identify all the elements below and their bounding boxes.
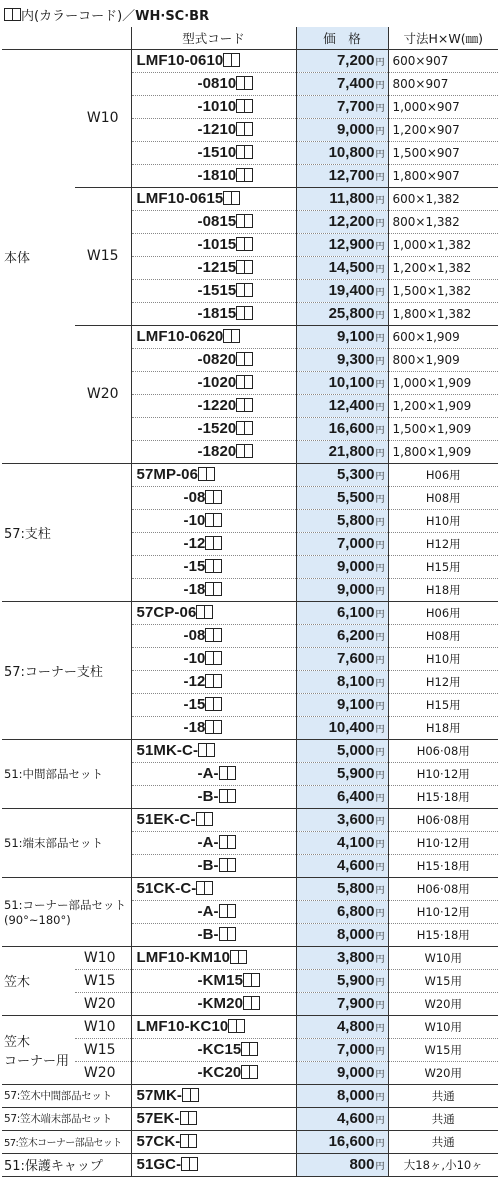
sub-label-w15: W15 <box>75 1038 131 1061</box>
dimension-cell: 1,000×1,909 <box>388 371 498 394</box>
color-code-placeholder-icon <box>236 167 253 184</box>
price-cell: 8,000円 <box>296 923 388 946</box>
sub-label-w20: W20 <box>75 1061 131 1084</box>
color-code-placeholder-icon <box>236 236 253 253</box>
dimension-cell: H15·18用 <box>388 854 498 877</box>
price-cell: 7,000円 <box>296 1038 388 1061</box>
table-row <box>2 1038 498 1061</box>
dimension-cell: H12用 <box>388 670 498 693</box>
color-code-placeholder-icon <box>205 535 222 552</box>
color-code-placeholder-icon <box>236 259 253 276</box>
color-code-placeholder-icon <box>236 98 253 115</box>
color-code-placeholder-icon <box>205 719 222 736</box>
group-label-kasagi: 笠木 <box>2 946 75 1015</box>
model-code-cell: LMF10-KC10 <box>131 1015 296 1038</box>
model-code-cell: -1515 <box>131 279 296 302</box>
model-code-cell: -1010 <box>131 95 296 118</box>
table-row <box>2 463 498 486</box>
color-code-placeholder-icon <box>236 305 253 322</box>
price-cell: 6,800円 <box>296 900 388 923</box>
sub-label-w10: W10 <box>75 946 131 969</box>
price-cell: 5,900円 <box>296 969 388 992</box>
table-row <box>2 992 498 1015</box>
dimension-cell: 大18ヶ,小10ヶ <box>388 1153 498 1176</box>
price-cell: 9,300円 <box>296 348 388 371</box>
sub-label-w20: W20 <box>75 325 131 463</box>
price-cell: 5,800円 <box>296 509 388 532</box>
model-code-cell: -10 <box>131 647 296 670</box>
sub-label-w15: W15 <box>75 187 131 325</box>
dimension-cell: 1,000×907 <box>388 95 498 118</box>
model-code-cell: -12 <box>131 670 296 693</box>
color-code-placeholder-icon <box>236 144 253 161</box>
table-caption <box>0 0 500 27</box>
color-code-placeholder-icon <box>243 995 260 1012</box>
table-row <box>2 1153 498 1176</box>
price-cell: 5,900円 <box>296 762 388 785</box>
price-cell: 9,100円 <box>296 325 388 348</box>
dimension-cell: 600×1,382 <box>388 187 498 210</box>
color-code-placeholder-icon <box>236 75 253 92</box>
color-code-placeholder-icon <box>198 742 215 759</box>
dimension-cell: H15·18用 <box>388 785 498 808</box>
price-cell: 6,100円 <box>296 601 388 624</box>
model-code-cell: -1810 <box>131 164 296 187</box>
price-cell: 21,800円 <box>296 440 388 463</box>
price-cell: 10,400円 <box>296 716 388 739</box>
model-code-cell: -B- <box>131 923 296 946</box>
model-code-cell: -18 <box>131 716 296 739</box>
table-row <box>2 1061 498 1084</box>
sub-label-w10: W10 <box>75 49 131 187</box>
color-code-placeholder-icon <box>236 282 253 299</box>
dimension-cell: 600×1,909 <box>388 325 498 348</box>
model-code-cell: -B- <box>131 854 296 877</box>
table-row <box>2 1015 498 1038</box>
model-code-cell: -0820 <box>131 348 296 371</box>
model-code-cell: 57MK- <box>131 1084 296 1107</box>
color-code-placeholder-icon <box>236 397 253 414</box>
price-cell: 25,800円 <box>296 302 388 325</box>
price-cell: 12,700円 <box>296 164 388 187</box>
color-code-placeholder-icon <box>198 466 215 483</box>
dimension-cell: H10用 <box>388 509 498 532</box>
color-code-placeholder-icon <box>230 949 247 966</box>
color-code-placeholder-icon <box>219 834 236 851</box>
model-code-cell: -A- <box>131 831 296 854</box>
group-label-kasagi-end: 57:笠木端末部品セット <box>2 1107 131 1130</box>
price-cell: 14,500円 <box>296 256 388 279</box>
price-cell: 8,100円 <box>296 670 388 693</box>
dimension-cell: 1,800×1,909 <box>388 440 498 463</box>
dimension-cell: H10·12用 <box>388 900 498 923</box>
model-code-cell: -0810 <box>131 72 296 95</box>
dimension-cell: 800×1,382 <box>388 210 498 233</box>
sub-label-w20: W20 <box>75 992 131 1015</box>
color-code-placeholder-icon <box>205 673 222 690</box>
color-code-placeholder-icon <box>241 1064 258 1081</box>
price-cell: 5,800円 <box>296 877 388 900</box>
price-cell: 7,600円 <box>296 647 388 670</box>
model-code-cell: 57MP-06 <box>131 463 296 486</box>
model-code-cell: -1510 <box>131 141 296 164</box>
color-code-placeholder-icon <box>182 1087 199 1104</box>
group-label-main: 本体 <box>2 49 75 463</box>
color-code-placeholder-icon <box>196 811 213 828</box>
group-label-kasagi-mid: 57:笠木中間部品セット <box>2 1084 131 1107</box>
price-cell: 5,000円 <box>296 739 388 762</box>
model-code-cell: 57CP-06 <box>131 601 296 624</box>
dimension-cell: W15用 <box>388 969 498 992</box>
price-cell: 4,100円 <box>296 831 388 854</box>
dimension-cell: H12用 <box>388 532 498 555</box>
table-row <box>2 877 498 900</box>
dimension-cell: W10用 <box>388 946 498 969</box>
dimension-cell: 共通 <box>388 1130 498 1153</box>
dimension-cell: 1,200×907 <box>388 118 498 141</box>
table-row <box>2 739 498 762</box>
price-cell: 7,900円 <box>296 992 388 1015</box>
model-code-cell: -18 <box>131 578 296 601</box>
model-code-cell: -10 <box>131 509 296 532</box>
dimension-cell: H15·18用 <box>388 923 498 946</box>
price-cell: 9,100円 <box>296 693 388 716</box>
price-cell: 9,000円 <box>296 555 388 578</box>
model-code-cell: -B- <box>131 785 296 808</box>
dimension-cell: 1,000×1,382 <box>388 233 498 256</box>
color-code-placeholder-icon <box>205 489 222 506</box>
color-code-placeholder-icon <box>236 374 253 391</box>
model-code-cell: 51CK-C- <box>131 877 296 900</box>
color-code-placeholder-icon <box>205 558 222 575</box>
price-cell: 16,600円 <box>296 417 388 440</box>
model-code-cell: 51EK-C- <box>131 808 296 831</box>
dimension-cell: W15用 <box>388 1038 498 1061</box>
color-code-placeholder-icon <box>241 1041 258 1058</box>
table-row <box>2 601 498 624</box>
price-cell: 10,800円 <box>296 141 388 164</box>
group-label-mid-set: 51:中間部品セット <box>2 739 131 808</box>
color-code-placeholder-icon <box>219 765 236 782</box>
table-row <box>2 325 498 348</box>
group-label-cap: 51:保護キャップ <box>2 1153 131 1176</box>
group-label-post: 57:支柱 <box>2 463 131 601</box>
dimension-cell: 共通 <box>388 1107 498 1130</box>
table-row <box>2 808 498 831</box>
model-code-cell: -1210 <box>131 118 296 141</box>
dimension-cell: 1,200×1,909 <box>388 394 498 417</box>
model-code-cell: -1215 <box>131 256 296 279</box>
caption-colors: WH·SC·BR <box>135 9 210 24</box>
color-code-placeholder-icon <box>223 328 240 345</box>
table-row <box>2 187 498 210</box>
color-code-placeholder-icon <box>228 1018 245 1035</box>
color-code-placeholder-icon <box>180 1110 197 1127</box>
price-cell: 12,200円 <box>296 210 388 233</box>
dimension-cell: H15用 <box>388 693 498 716</box>
dimension-cell: 1,500×1,382 <box>388 279 498 302</box>
color-code-placeholder-icon <box>223 190 240 207</box>
model-code-cell: -08 <box>131 486 296 509</box>
dimension-cell: H08用 <box>388 624 498 647</box>
model-code-cell: 57CK- <box>131 1130 296 1153</box>
sub-label-w15: W15 <box>75 969 131 992</box>
model-code-cell: -08 <box>131 624 296 647</box>
price-cell: 3,800円 <box>296 946 388 969</box>
price-cell: 9,000円 <box>296 118 388 141</box>
model-code-cell: -15 <box>131 693 296 716</box>
dimension-cell: H10用 <box>388 647 498 670</box>
table-row <box>2 49 498 72</box>
price-cell: 16,600円 <box>296 1130 388 1153</box>
color-code-placeholder-icon <box>205 627 222 644</box>
price-cell: 7,000円 <box>296 532 388 555</box>
group-label-kasagi-corner-set: 57:笠木コーナー部品セット <box>2 1130 131 1153</box>
price-cell: 5,500円 <box>296 486 388 509</box>
price-cell: 12,400円 <box>296 394 388 417</box>
dimension-cell: H10·12用 <box>388 831 498 854</box>
model-code-cell: -1815 <box>131 302 296 325</box>
price-cell: 4,800円 <box>296 1015 388 1038</box>
color-code-placeholder-icon <box>219 857 236 874</box>
price-cell: 11,800円 <box>296 187 388 210</box>
col-dim-header: 寸法H×W(㎜) <box>388 27 498 49</box>
model-code-cell: LMF10-0610 <box>131 49 296 72</box>
dimension-cell: H06用 <box>388 601 498 624</box>
color-code-placeholder-icon <box>180 1133 197 1150</box>
color-code-placeholder-icon <box>223 52 240 69</box>
model-code-cell: 51GC- <box>131 1153 296 1176</box>
color-code-placeholder-icon <box>205 512 222 529</box>
dimension-cell: H18用 <box>388 578 498 601</box>
model-code-cell: LMF10-0620 <box>131 325 296 348</box>
price-cell: 7,200円 <box>296 49 388 72</box>
model-code-cell: -1015 <box>131 233 296 256</box>
dimension-cell: H10·12用 <box>388 762 498 785</box>
dimension-cell: 1,200×1,382 <box>388 256 498 279</box>
dimension-cell: H15用 <box>388 555 498 578</box>
dimension-cell: H18用 <box>388 716 498 739</box>
color-code-placeholder-icon <box>236 213 253 230</box>
model-code-cell: 57EK- <box>131 1107 296 1130</box>
price-cell: 9,000円 <box>296 1061 388 1084</box>
dimension-cell: 1,500×1,909 <box>388 417 498 440</box>
dimension-cell: 800×907 <box>388 72 498 95</box>
price-cell: 5,300円 <box>296 463 388 486</box>
group-label-corner-set: 51:コーナー部品セット (90°~180°) <box>2 877 131 946</box>
color-code-placeholder-icon <box>205 650 222 667</box>
price-table <box>2 27 498 1177</box>
caption-prefix: 内(カラーコード)／ <box>21 9 136 24</box>
price-cell: 800円 <box>296 1153 388 1176</box>
model-code-cell: LMF10-0615 <box>131 187 296 210</box>
group-label-kasagi-corner: 笠木 コーナー用 <box>2 1015 75 1084</box>
dimension-cell: W10用 <box>388 1015 498 1038</box>
dimension-cell: 800×1,909 <box>388 348 498 371</box>
model-code-cell: -1520 <box>131 417 296 440</box>
color-code-placeholder-icon <box>219 903 236 920</box>
model-code-cell: -1020 <box>131 371 296 394</box>
color-code-placeholder-icon <box>236 443 253 460</box>
model-code-cell: -1820 <box>131 440 296 463</box>
dimension-cell: 600×907 <box>388 49 498 72</box>
dimension-cell: W20用 <box>388 1061 498 1084</box>
color-code-placeholder-icon <box>219 926 236 943</box>
price-cell: 19,400円 <box>296 279 388 302</box>
price-cell: 4,600円 <box>296 1107 388 1130</box>
table-row <box>2 1107 498 1130</box>
dimension-cell: 1,800×907 <box>388 164 498 187</box>
dimension-cell: H08用 <box>388 486 498 509</box>
group-label-corner-post: 57:コーナー支柱 <box>2 601 131 739</box>
dimension-cell: H06·08用 <box>388 808 498 831</box>
color-code-placeholder-icon <box>196 604 213 621</box>
col-model-header: 型式コード <box>131 27 296 49</box>
price-cell: 7,400円 <box>296 72 388 95</box>
color-code-placeholder-icon <box>181 1156 198 1173</box>
model-code-cell: -0815 <box>131 210 296 233</box>
model-code-cell: -12 <box>131 532 296 555</box>
price-cell: 8,000円 <box>296 1084 388 1107</box>
color-code-placeholder-icon <box>196 880 213 897</box>
color-code-placeholder-icon <box>236 121 253 138</box>
price-cell: 12,900円 <box>296 233 388 256</box>
table-row <box>2 946 498 969</box>
price-cell: 6,400円 <box>296 785 388 808</box>
model-code-cell: 51MK-C- <box>131 739 296 762</box>
color-code-placeholder-icon <box>243 972 260 989</box>
table-row <box>2 1130 498 1153</box>
price-cell: 9,000円 <box>296 578 388 601</box>
model-code-cell: -1220 <box>131 394 296 417</box>
group-label-end-set: 51:端末部品セット <box>2 808 131 877</box>
dimension-cell: H06·08用 <box>388 739 498 762</box>
table-row <box>2 969 498 992</box>
price-cell: 6,200円 <box>296 624 388 647</box>
dimension-cell: 1,800×1,382 <box>388 302 498 325</box>
color-code-placeholder-icon <box>4 8 21 24</box>
color-code-placeholder-icon <box>236 351 253 368</box>
model-code-cell: LMF10-KM10 <box>131 946 296 969</box>
model-code-cell: -KC20 <box>131 1061 296 1084</box>
color-code-placeholder-icon <box>205 581 222 598</box>
color-code-placeholder-icon <box>236 420 253 437</box>
dimension-cell: 1,500×907 <box>388 141 498 164</box>
model-code-cell: -A- <box>131 762 296 785</box>
dimension-cell: H06·08用 <box>388 877 498 900</box>
price-cell: 4,600円 <box>296 854 388 877</box>
model-code-cell: -KC15 <box>131 1038 296 1061</box>
dimension-cell: W20用 <box>388 992 498 1015</box>
price-cell: 7,700円 <box>296 95 388 118</box>
dimension-cell: 共通 <box>388 1084 498 1107</box>
model-code-cell: -A- <box>131 900 296 923</box>
color-code-placeholder-icon <box>219 788 236 805</box>
dimension-cell: H06用 <box>388 463 498 486</box>
model-code-cell: -KM20 <box>131 992 296 1015</box>
sub-label-w10: W10 <box>75 1015 131 1038</box>
table-row <box>2 1084 498 1107</box>
model-code-cell: -KM15 <box>131 969 296 992</box>
color-code-placeholder-icon <box>205 696 222 713</box>
price-cell: 3,600円 <box>296 808 388 831</box>
price-cell: 10,100円 <box>296 371 388 394</box>
model-code-cell: -15 <box>131 555 296 578</box>
col-price-header: 価 格 <box>296 27 388 49</box>
